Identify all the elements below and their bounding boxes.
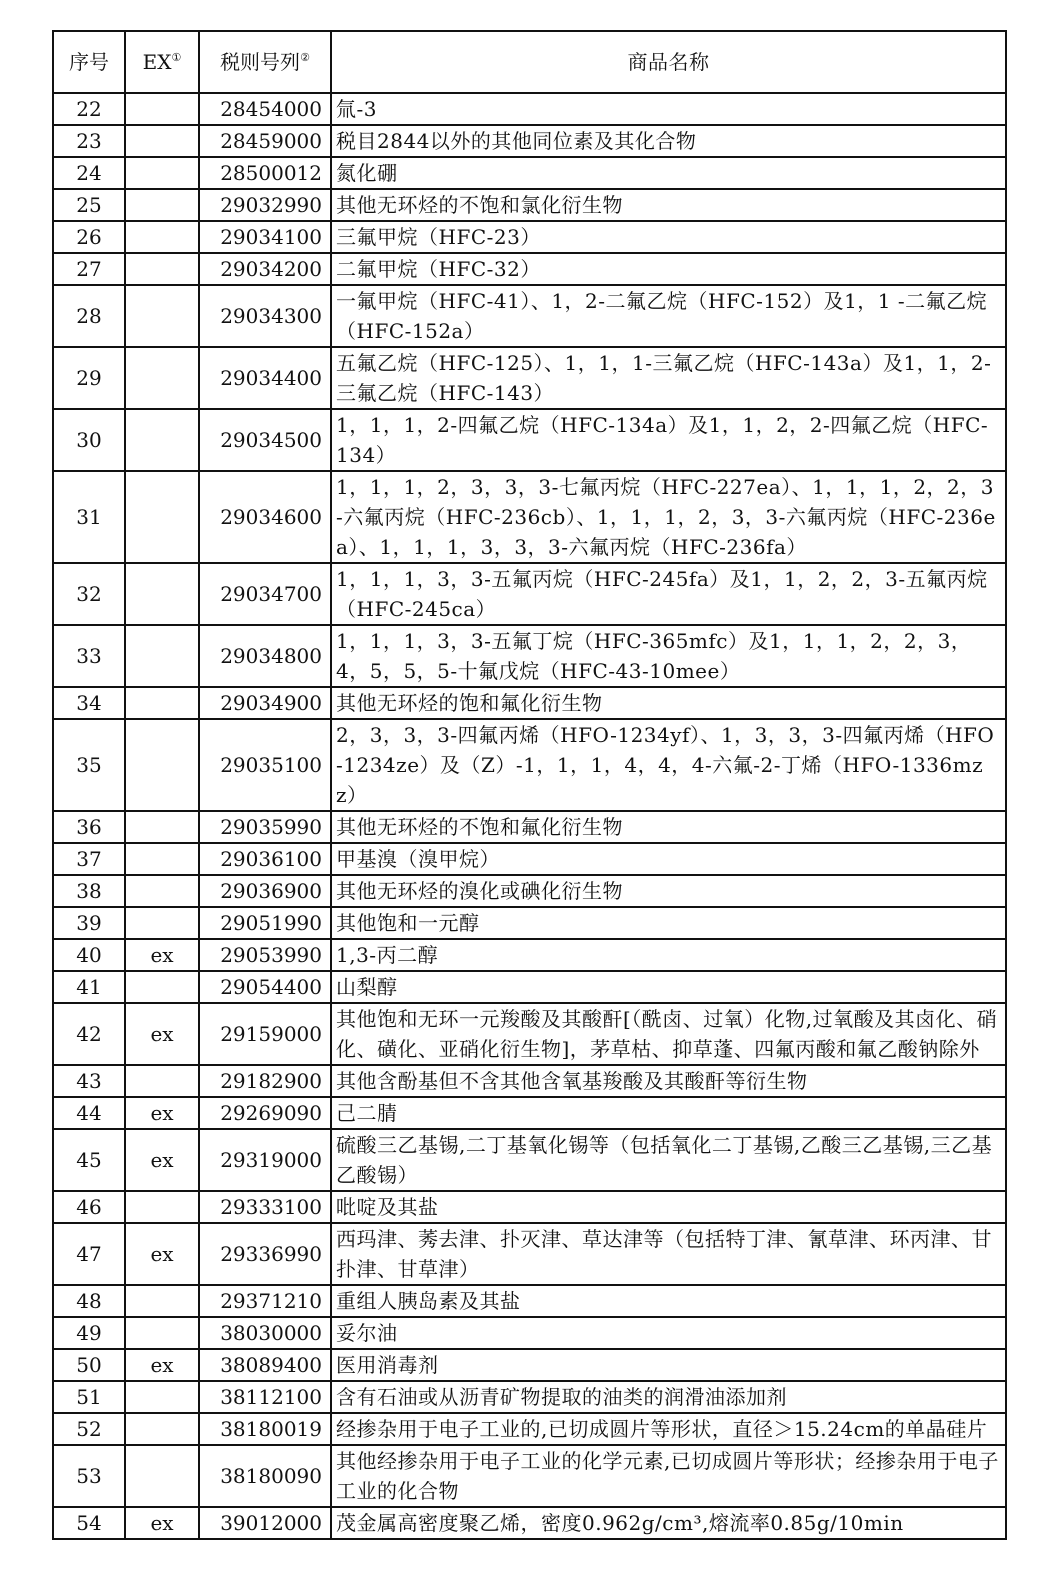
- row-name-cell: 三氟甲烷（HFC-23）: [331, 221, 1006, 253]
- table-row: [53, 1349, 1006, 1381]
- table-row: [53, 971, 1006, 1003]
- row-code-cell: 29159000: [199, 1003, 331, 1065]
- row-code-cell: 29035100: [199, 719, 331, 811]
- row-code-cell: 29182900: [199, 1065, 331, 1097]
- table-row: [53, 409, 1006, 471]
- row-index-cell: 25: [53, 189, 125, 221]
- row-ex-cell: [125, 471, 199, 563]
- row-code-cell: 28459000: [199, 125, 331, 157]
- row-ex-cell: [125, 347, 199, 409]
- table-row: [53, 189, 1006, 221]
- row-index-cell: 24: [53, 157, 125, 189]
- header-row: [53, 31, 1006, 93]
- row-ex-cell: [125, 1285, 199, 1317]
- table-row: [53, 1003, 1006, 1065]
- row-index-cell: 42: [53, 1003, 125, 1065]
- row-index-cell: 50: [53, 1349, 125, 1381]
- tariff-table: [52, 30, 1007, 1540]
- row-index-cell: 47: [53, 1223, 125, 1285]
- table-row: [53, 563, 1006, 625]
- row-code-cell: 28454000: [199, 93, 331, 125]
- table-row: [53, 347, 1006, 409]
- table-row: [53, 471, 1006, 563]
- row-name-cell: 西玛津、莠去津、扑灭津、草达津等（包括特丁津、氰草津、环丙津、甘扑津、甘草津）: [331, 1223, 1006, 1285]
- row-ex-cell: [125, 719, 199, 811]
- table-row: [53, 1507, 1006, 1539]
- table-row: [53, 1285, 1006, 1317]
- row-index-cell: 36: [53, 811, 125, 843]
- row-code-cell: 29336990: [199, 1223, 331, 1285]
- row-code-cell: 29034400: [199, 347, 331, 409]
- row-code-cell: 38112100: [199, 1381, 331, 1413]
- row-name-cell: 硫酸三乙基锡,二丁基氧化锡等（包括氧化二丁基锡,乙酸三乙基锡,三乙基乙酸锡）: [331, 1129, 1006, 1191]
- header-code: [199, 31, 331, 93]
- table-row: [53, 1317, 1006, 1349]
- row-name-cell: 1，1，1，2-四氟乙烷（HFC-134a）及1，1，2，2-四氟乙烷（HFC-134）: [331, 409, 1006, 471]
- row-index-cell: 46: [53, 1191, 125, 1223]
- row-ex-cell: [125, 1413, 199, 1445]
- row-code-cell: 29333100: [199, 1191, 331, 1223]
- row-name-cell: 其他含酚基但不含其他含氧基羧酸及其酸酐等衍生物: [331, 1065, 1006, 1097]
- header-code-label: 税则号列: [220, 50, 301, 74]
- table-row: [53, 939, 1006, 971]
- row-index-cell: 33: [53, 625, 125, 687]
- row-ex-cell: [125, 93, 199, 125]
- row-ex-cell: [125, 1445, 199, 1507]
- row-code-cell: 28500012: [199, 157, 331, 189]
- table-row: [53, 875, 1006, 907]
- row-index-cell: 41: [53, 971, 125, 1003]
- row-code-cell: 29034200: [199, 253, 331, 285]
- row-index-cell: 26: [53, 221, 125, 253]
- header-index: [53, 31, 125, 93]
- row-name-cell: 其他无环烃的饱和氟化衍生物: [331, 687, 1006, 719]
- row-ex-cell: [125, 843, 199, 875]
- row-ex-cell: [125, 1065, 199, 1097]
- table-row: [53, 125, 1006, 157]
- row-name-cell: 其他无环烃的溴化或碘化衍生物: [331, 875, 1006, 907]
- row-index-cell: 43: [53, 1065, 125, 1097]
- row-name-cell: 一氟甲烷（HFC-41）、1，2-二氟乙烷（HFC-152）及1，1 -二氟乙烷（HFC-152a）: [331, 285, 1006, 347]
- row-ex-cell: ex: [125, 1507, 199, 1539]
- row-index-cell: 44: [53, 1097, 125, 1129]
- table-row: [53, 93, 1006, 125]
- row-name-cell: 茂金属高密度聚乙烯，密度0.962g/cm³,熔流率0.85g/10min: [331, 1507, 1006, 1539]
- row-name-cell: 山梨醇: [331, 971, 1006, 1003]
- row-index-cell: 54: [53, 1507, 125, 1539]
- row-index-cell: 40: [53, 939, 125, 971]
- row-ex-cell: [125, 253, 199, 285]
- row-ex-cell: [125, 811, 199, 843]
- row-index-cell: 35: [53, 719, 125, 811]
- table-row: [53, 157, 1006, 189]
- row-index-cell: 37: [53, 843, 125, 875]
- table-row: [53, 1065, 1006, 1097]
- row-code-cell: 29319000: [199, 1129, 331, 1191]
- row-name-cell: 其他无环烃的不饱和氯化衍生物: [331, 189, 1006, 221]
- table-row: [53, 907, 1006, 939]
- table-row: [53, 1381, 1006, 1413]
- table-header: [53, 31, 1006, 93]
- row-code-cell: 29036100: [199, 843, 331, 875]
- row-name-cell: 妥尔油: [331, 1317, 1006, 1349]
- row-name-cell: 其他经掺杂用于电子工业的化学元素,已切成圆片等形状；经掺杂用于电子工业的化合物: [331, 1445, 1006, 1507]
- row-code-cell: 29034300: [199, 285, 331, 347]
- row-code-cell: 38030000: [199, 1317, 331, 1349]
- row-code-cell: 29036900: [199, 875, 331, 907]
- table-row: [53, 1129, 1006, 1191]
- row-index-cell: 52: [53, 1413, 125, 1445]
- table-row: [53, 1191, 1006, 1223]
- table-row: [53, 625, 1006, 687]
- row-code-cell: 29034900: [199, 687, 331, 719]
- table-row: [53, 1223, 1006, 1285]
- row-code-cell: 29053990: [199, 939, 331, 971]
- table-row: [53, 1445, 1006, 1507]
- row-ex-cell: [125, 1317, 199, 1349]
- row-ex-cell: [125, 563, 199, 625]
- row-name-cell: 氚-3: [331, 93, 1006, 125]
- header-ex-footnote-mark: ①: [171, 51, 182, 64]
- row-name-cell: 1,3-丙二醇: [331, 939, 1006, 971]
- row-name-cell: 含有石油或从沥青矿物提取的油类的润滑油添加剂: [331, 1381, 1006, 1413]
- row-code-cell: 38180019: [199, 1413, 331, 1445]
- table-row: [53, 811, 1006, 843]
- row-name-cell: 其他饱和一元醇: [331, 907, 1006, 939]
- row-name-cell: 1，1，1，3，3-五氟丁烷（HFC-365mfc）及1，1，1，2，2，3，4，5，5，5-十氟戊烷（HFC-43-10mee）: [331, 625, 1006, 687]
- row-index-cell: 32: [53, 563, 125, 625]
- row-name-cell: 1，1，1，2，3，3，3-七氟丙烷（HFC-227ea）、1，1，1，2，2，3-六氟丙烷（HFC-236cb）、1，1，1，2，3，3-六氟丙烷（HFC-236ea）、1，1，1，3，3，3-六氟丙烷（HFC-236fa）: [331, 471, 1006, 563]
- row-code-cell: 29035990: [199, 811, 331, 843]
- header-index-label: 序号: [69, 50, 109, 74]
- row-code-cell: 29034600: [199, 471, 331, 563]
- table-row: [53, 843, 1006, 875]
- row-ex-cell: [125, 687, 199, 719]
- row-name-cell: 医用消毒剂: [331, 1349, 1006, 1381]
- table-row: [53, 687, 1006, 719]
- table-row: [53, 719, 1006, 811]
- row-ex-cell: [125, 221, 199, 253]
- row-code-cell: 29034100: [199, 221, 331, 253]
- row-ex-cell: ex: [125, 1223, 199, 1285]
- row-index-cell: 48: [53, 1285, 125, 1317]
- row-name-cell: 重组人胰岛素及其盐: [331, 1285, 1006, 1317]
- row-ex-cell: ex: [125, 1129, 199, 1191]
- row-code-cell: 38089400: [199, 1349, 331, 1381]
- table-row: [53, 285, 1006, 347]
- row-index-cell: 22: [53, 93, 125, 125]
- row-ex-cell: ex: [125, 1349, 199, 1381]
- row-code-cell: 29269090: [199, 1097, 331, 1129]
- table-row: [53, 1413, 1006, 1445]
- row-ex-cell: [125, 907, 199, 939]
- row-index-cell: 49: [53, 1317, 125, 1349]
- row-index-cell: 34: [53, 687, 125, 719]
- table-row: [53, 253, 1006, 285]
- row-ex-cell: ex: [125, 1097, 199, 1129]
- row-index-cell: 30: [53, 409, 125, 471]
- row-ex-cell: [125, 409, 199, 471]
- row-ex-cell: ex: [125, 1003, 199, 1065]
- row-code-cell: 29371210: [199, 1285, 331, 1317]
- row-ex-cell: [125, 189, 199, 221]
- row-ex-cell: [125, 1381, 199, 1413]
- row-name-cell: 经掺杂用于电子工业的,已切成圆片等形状，直径＞15.24cm的单晶硅片: [331, 1413, 1006, 1445]
- header-name: [331, 31, 1006, 93]
- row-index-cell: 27: [53, 253, 125, 285]
- row-ex-cell: [125, 875, 199, 907]
- row-index-cell: 38: [53, 875, 125, 907]
- row-code-cell: 39012000: [199, 1507, 331, 1539]
- row-ex-cell: [125, 125, 199, 157]
- row-code-cell: 38180090: [199, 1445, 331, 1507]
- row-index-cell: 45: [53, 1129, 125, 1191]
- row-code-cell: 29034700: [199, 563, 331, 625]
- row-index-cell: 23: [53, 125, 125, 157]
- row-index-cell: 28: [53, 285, 125, 347]
- row-ex-cell: [125, 625, 199, 687]
- row-code-cell: 29034500: [199, 409, 331, 471]
- row-index-cell: 39: [53, 907, 125, 939]
- row-name-cell: 其他饱和无环一元羧酸及其酸酐[（酰卤、过氧）化物,过氧酸及其卤化、硝化、磺化、亚硝化衍生物]，茅草枯、抑草蓬、四氟丙酸和氟乙酸钠除外: [331, 1003, 1006, 1065]
- row-ex-cell: [125, 157, 199, 189]
- row-code-cell: 29051990: [199, 907, 331, 939]
- row-name-cell: 1，1，1，3，3-五氟丙烷（HFC-245fa）及1，1，2，2，3-五氟丙烷（HFC-245ca）: [331, 563, 1006, 625]
- row-ex-cell: [125, 971, 199, 1003]
- row-name-cell: 五氟乙烷（HFC-125）、1，1，1-三氟乙烷（HFC-143a）及1，1，2-三氟乙烷（HFC-143）: [331, 347, 1006, 409]
- row-name-cell: 吡啶及其盐: [331, 1191, 1006, 1223]
- row-ex-cell: [125, 285, 199, 347]
- row-name-cell: 二氟甲烷（HFC-32）: [331, 253, 1006, 285]
- row-name-cell: 税目2844以外的其他同位素及其化合物: [331, 125, 1006, 157]
- header-code-footnote-mark: ②: [300, 51, 310, 64]
- row-code-cell: 29032990: [199, 189, 331, 221]
- row-index-cell: 31: [53, 471, 125, 563]
- row-index-cell: 51: [53, 1381, 125, 1413]
- table-row: [53, 1097, 1006, 1129]
- row-ex-cell: ex: [125, 939, 199, 971]
- row-name-cell: 己二腈: [331, 1097, 1006, 1129]
- row-name-cell: 甲基溴（溴甲烷）: [331, 843, 1006, 875]
- header-ex: [125, 31, 199, 93]
- header-ex-label: EX: [142, 50, 172, 74]
- table-row: [53, 221, 1006, 253]
- row-ex-cell: [125, 1191, 199, 1223]
- row-code-cell: 29054400: [199, 971, 331, 1003]
- row-index-cell: 53: [53, 1445, 125, 1507]
- row-name-cell: 其他无环烃的不饱和氟化衍生物: [331, 811, 1006, 843]
- row-code-cell: 29034800: [199, 625, 331, 687]
- table-body: [53, 93, 1006, 1539]
- row-index-cell: 29: [53, 347, 125, 409]
- row-name-cell: 氮化硼: [331, 157, 1006, 189]
- row-name-cell: 2，3，3，3-四氟丙烯（HFO-1234yf）、1，3，3，3-四氟丙烯（HFO-1234ze）及（Z）-1，1，1，4，4，4-六氟-2-丁烯（HFO-1336mzz）: [331, 719, 1006, 811]
- header-name-label: 商品名称: [627, 50, 710, 74]
